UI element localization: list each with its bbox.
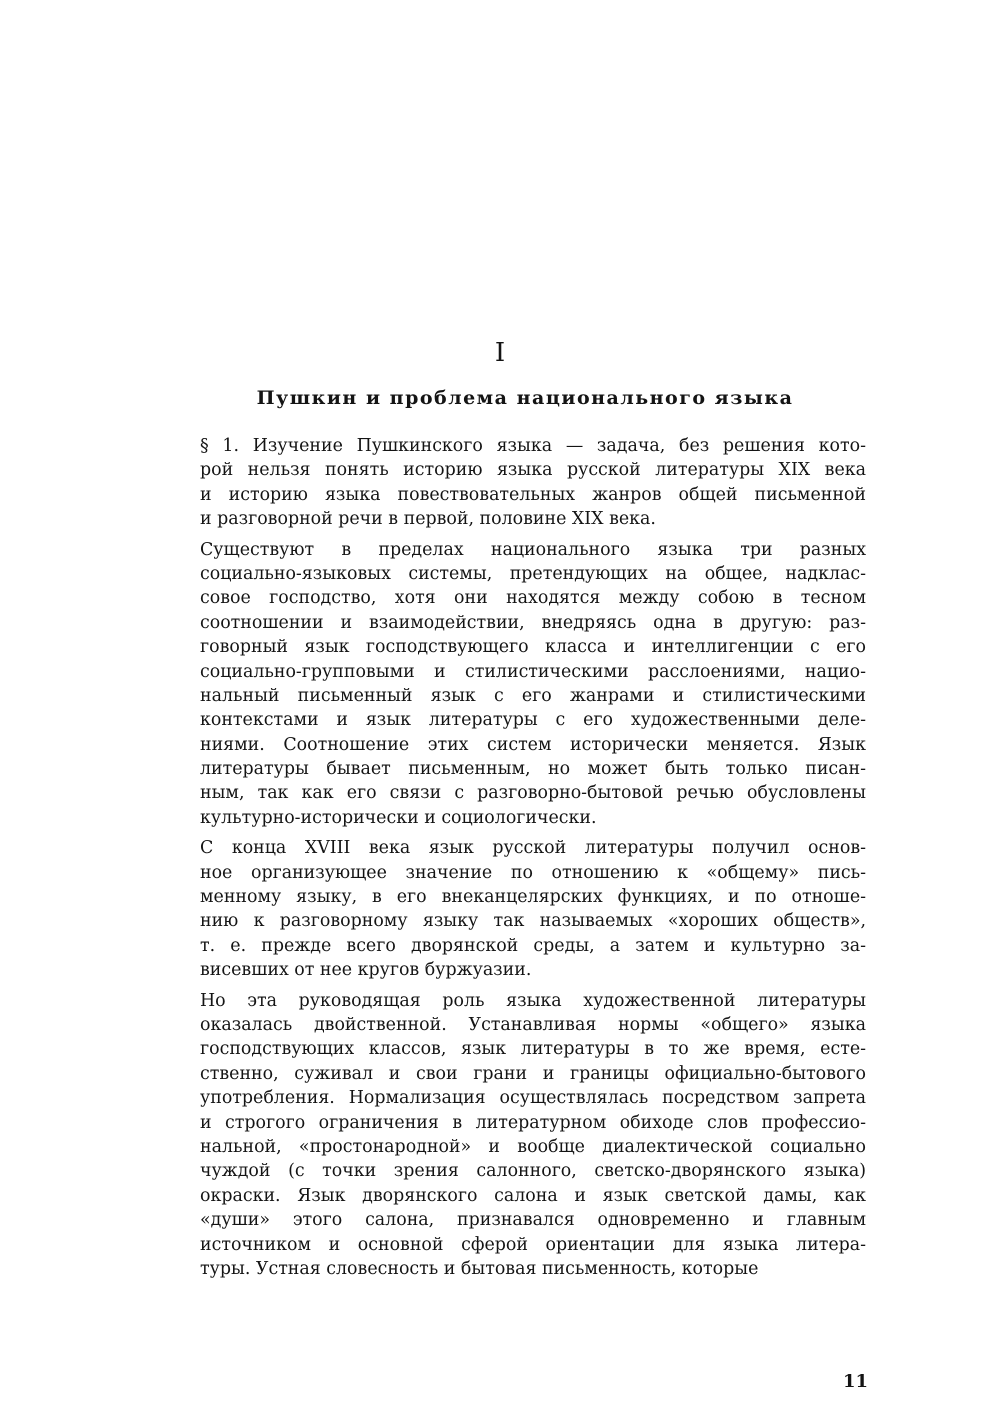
text-line: социально-групповыми и стилистическими расслоениями, нацио-	[200, 661, 866, 682]
text-line: нальной, «простонародной» и вообще диалектической социально	[200, 1136, 866, 1157]
chapter-numeral: I	[494, 338, 506, 368]
text-line: § 1. Изучение Пушкинского языка — задача, без решения кото-	[200, 436, 866, 456]
paragraph	[200, 989, 866, 1282]
text-line: менному языку, в его внеканцелярских функциях, и по отноше-	[200, 887, 866, 908]
text-line: и строгого ограничения в литературном обиходе слов профессио-	[200, 1112, 866, 1133]
text-line: Существуют в пределах национального языка три разных	[200, 539, 866, 560]
text-line: источником и основной сферой ориентации для языка литера-	[200, 1234, 866, 1255]
text-line: нию к разговорному языку так называемых «хороших обществ»,	[200, 911, 866, 932]
text-line: чуждой (с точки зрения салонного, светско-дворянского языка)	[200, 1161, 866, 1182]
text-line: и разговорной речи в первой, половине XIX века.	[200, 509, 656, 530]
text-line: совое господство, хотя они находятся между собою в тесном	[200, 588, 866, 609]
page-number: 11	[842, 1371, 868, 1392]
text-line: ственно, суживал и свои грани и границы официально-бытового	[200, 1063, 866, 1084]
paragraph	[200, 434, 866, 532]
text-line: рой нельзя понять историю языка русской литературы XIX века	[200, 460, 866, 481]
text-line: нальный письменный язык с его жанрами и стилистическими	[200, 685, 866, 706]
text-line: контекстами и язык литературы с его художественными деле-	[200, 710, 866, 731]
body-text	[200, 434, 866, 1281]
text-line: употребления. Нормализация осуществлялась посредством запрета	[200, 1088, 866, 1109]
text-line: окраски. Язык дворянского салона и язык светской дамы, как	[200, 1185, 866, 1206]
text-line: ным, так как его связи с разговорно-бытовой речью обусловлены	[200, 783, 866, 804]
paragraph	[200, 538, 866, 831]
text-line: С конца XVIII века язык русской литературы получил основ-	[200, 838, 866, 859]
text-line: господствующих классов, язык литературы в то же время, есте-	[200, 1039, 866, 1060]
text-line: ное организующее значение по отношению к «общему» пись-	[200, 862, 866, 883]
text-line: литературы бывает письменным, но может быть только писан-	[200, 759, 866, 780]
paragraph	[200, 836, 866, 982]
chapter-title: Пушкин и проблема национального языка	[256, 387, 794, 409]
text-line: соотношении и взаимодействии, внедряясь одна в другую: раз-	[200, 612, 866, 633]
text-line: туры. Устная словесность и бытовая письменность, которые	[200, 1258, 759, 1279]
text-line: и историю языка повествовательных жанров общей письменной	[200, 484, 866, 505]
text-line: ниями. Соотношение этих систем исторически меняется. Язык	[200, 734, 866, 755]
text-line: т. е. прежде всего дворянской среды, а затем и культурно за-	[200, 935, 866, 956]
text-line: висевших от нее кругов буржуазии.	[200, 960, 532, 981]
text-line: «души» этого салона, признавался одновременно и главным	[200, 1210, 866, 1231]
text-line: социально-языковых системы, претендующих на общее, надклас-	[200, 563, 866, 584]
text-line: Но эта руководящая роль языка художественной литературы	[200, 990, 866, 1011]
text-line: оказалась двойственной. Устанавливая нормы «общего» языка	[200, 1014, 866, 1035]
text-line: говорный язык господствующего класса и интеллигенции с его	[200, 637, 866, 658]
text-line: культурно-исторически и социологически.	[200, 807, 597, 828]
